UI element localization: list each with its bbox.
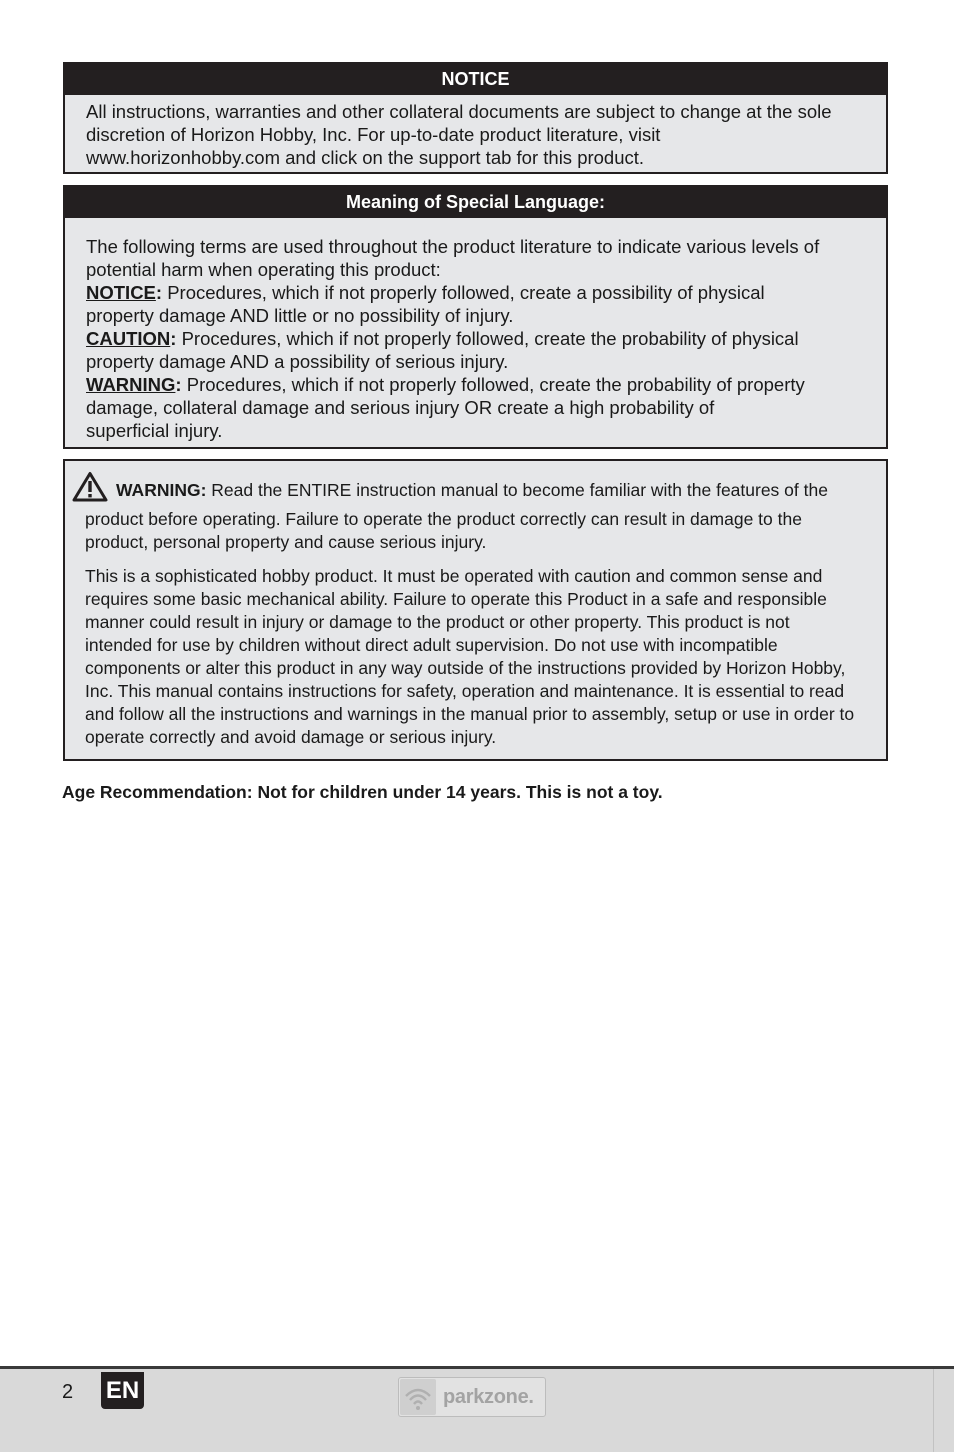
special-language-title: Meaning of Special Language:	[65, 187, 886, 218]
brand-name: parkzone.	[443, 1386, 534, 1408]
intro-line: The following terms are used throughout the product literature to indicate various levels of	[86, 236, 820, 257]
warning-body-line: intended for use by children without direct adult supervision. Do not use with incompatible	[85, 635, 778, 655]
intro-line: potential harm when operating this product:	[86, 259, 441, 280]
warning-line: Read the ENTIRE instruction manual to become familiar with the features of the	[206, 480, 828, 500]
warning-body	[85, 565, 876, 749]
warning-body-line: operate correctly and avoid damage or serious injury.	[85, 727, 497, 747]
special-language-box	[63, 185, 888, 449]
notice-line: All instructions, warranties and other collateral documents are subject to change at the sole	[86, 101, 832, 122]
footer-divider	[933, 1369, 934, 1452]
term-definition: Procedures, which if not properly followed, create the probability of physical	[176, 328, 799, 349]
notice-line: www.horizonhobby.com and click on the support tab for this product.	[86, 147, 645, 168]
notice-text	[65, 95, 886, 169]
warning-line: product before operating. Failure to operate the product correctly can result in damage to the	[85, 509, 802, 529]
warning-body-line: and follow all the instructions and warnings in the manual prior to assembly, setup or use in order to	[85, 704, 855, 724]
warning-label: WARNING:	[116, 480, 207, 500]
language-badge: EN	[101, 1372, 144, 1409]
warning-body-line: Inc. This manual contains instructions for safety, operation and maintenance. It is essential to read	[85, 681, 845, 701]
term-definition-line: property damage AND a possibility of serious injury.	[86, 351, 509, 372]
warning-intro	[85, 471, 876, 554]
term-definition: Procedures, which if not properly followed, create a possibility of physical	[162, 282, 765, 303]
term-label: CAUTION	[86, 328, 171, 349]
term-warning	[86, 373, 872, 396]
page-number: 2	[62, 1381, 74, 1403]
term-colon: :	[170, 328, 177, 349]
term-definition-line: property damage AND little or no possibility of injury.	[86, 305, 514, 326]
warning-body-line: components or alter this product in any way outside of the instructions provided by Horizon Hobby,	[85, 658, 846, 678]
term-definition: Procedures, which if not properly followed, create the probability of property	[181, 374, 805, 395]
special-language-text	[65, 218, 886, 442]
term-caution	[86, 327, 872, 350]
warning-line: product, personal property and cause serious injury.	[85, 532, 487, 552]
warning-triangle-icon	[72, 471, 108, 508]
warning-box	[63, 459, 888, 761]
warning-body-line: requires some basic mechanical ability. Failure to operate this Product in a safe and responsible	[85, 589, 827, 609]
warning-body-line: This is a sophisticated hobby product. It must be operated with caution and common sense and	[85, 566, 823, 586]
term-colon: :	[155, 282, 163, 303]
notice-box	[63, 62, 888, 174]
notice-title: NOTICE	[65, 64, 886, 95]
parkzone-logo-icon	[400, 1379, 436, 1415]
term-colon: :	[175, 374, 182, 395]
term-label: WARNING	[86, 374, 176, 395]
term-definition-line: superficial injury.	[86, 420, 223, 441]
term-notice	[86, 281, 872, 304]
warning-body-line: manner could result in injury or damage to the product or other property. This product is not	[85, 612, 790, 632]
parkzone-logo	[398, 1377, 546, 1417]
notice-line: discretion of Horizon Hobby, Inc. For up-to-date product literature, visit	[86, 124, 661, 145]
term-definition-line: damage, collateral damage and serious injury OR create a high probability of	[86, 397, 715, 418]
term-label: NOTICE	[86, 282, 156, 303]
age-recommendation: Age Recommendation: Not for children under 14 years. This is not a toy.	[62, 782, 663, 802]
page-footer	[0, 1366, 954, 1452]
